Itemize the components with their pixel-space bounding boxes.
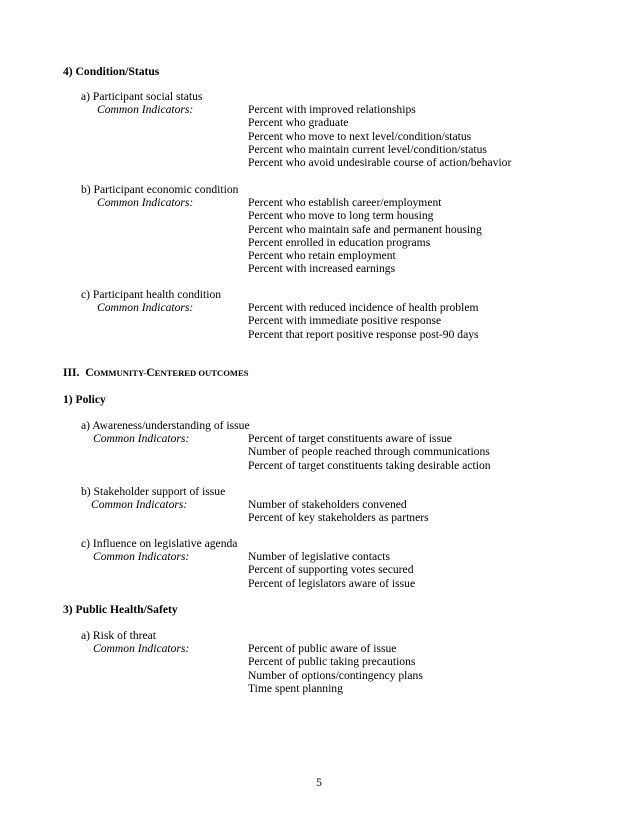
title-smallcaps: OMMUNITY- xyxy=(93,368,147,378)
section-heading-public-health-safety: 3) Public Health/Safety xyxy=(63,603,178,616)
item-label-awareness: a) Awareness/understanding of issue xyxy=(81,419,250,432)
page-number: 5 xyxy=(316,776,322,789)
indicator-item: Number of people reached through communications xyxy=(248,445,490,459)
section-numeral: III. xyxy=(63,366,80,379)
common-indicators-label: Common Indicators: xyxy=(93,550,190,563)
section-title-community-centered-outcomes xyxy=(63,366,249,380)
indicator-item: Percent of target constituents taking desirable action xyxy=(248,458,491,472)
item-label-social-status: a) Participant social status xyxy=(81,90,203,103)
common-indicators-label: Common Indicators: xyxy=(97,196,194,209)
indicator-item: Percent of public taking precautions xyxy=(248,655,416,669)
indicator-list xyxy=(248,550,415,590)
indicator-item: Percent who establish career/employment xyxy=(248,196,442,209)
indicator-item: Percent with improved relationships xyxy=(248,103,416,116)
title-initial: C xyxy=(85,366,94,379)
indicator-item: Percent who move to long term housing xyxy=(248,209,434,223)
indicator-item: Percent who avoid undesirable course of action/behavior xyxy=(248,156,512,170)
indicator-item: Time spent planning xyxy=(248,681,343,695)
common-indicators-label: Common Indicators: xyxy=(91,498,188,511)
indicator-item: Percent who maintain safe and permanent housing xyxy=(248,222,482,236)
indicator-item: Percent enrolled in education programs xyxy=(248,235,431,249)
indicator-item: Percent of public aware of issue xyxy=(248,642,397,655)
item-label-legislative-agenda: c) Influence on legislative agenda xyxy=(81,537,238,550)
indicator-list xyxy=(248,498,429,525)
indicator-item: Percent who retain employment xyxy=(248,249,396,263)
indicator-list xyxy=(248,103,511,169)
indicator-list xyxy=(248,196,482,276)
indicator-list xyxy=(248,642,423,695)
indicator-item: Percent who maintain current level/condition/status xyxy=(248,142,487,156)
indicator-item: Number of legislative contacts xyxy=(248,550,390,563)
common-indicators-label: Common Indicators: xyxy=(93,642,190,655)
item-label-stakeholder-support: b) Stakeholder support of issue xyxy=(81,485,226,498)
section-heading-condition-status: 4) Condition/Status xyxy=(63,65,160,78)
item-label-economic-condition: b) Participant economic condition xyxy=(81,183,239,196)
common-indicators-label: Common Indicators: xyxy=(93,432,190,445)
indicator-item: Percent that report positive response post-90 days xyxy=(248,327,479,341)
indicator-list xyxy=(248,301,479,341)
indicator-item: Percent who graduate xyxy=(248,116,349,130)
indicator-item: Number of options/contingency plans xyxy=(248,668,423,682)
item-label-health-condition: c) Participant health condition xyxy=(81,288,222,301)
indicator-list xyxy=(248,432,491,472)
indicator-item: Percent of key stakeholders as partners xyxy=(248,511,429,525)
indicator-item: Percent with increased earnings xyxy=(248,262,396,276)
indicator-item: Percent of target constituents aware of issue xyxy=(248,432,452,445)
common-indicators-label: Common Indicators: xyxy=(97,103,194,116)
indicator-item: Percent of supporting votes secured xyxy=(248,563,414,577)
section-heading-policy: 1) Policy xyxy=(63,393,106,406)
title-initial: C xyxy=(146,366,155,379)
common-indicators-label: Common Indicators: xyxy=(97,301,194,314)
indicator-item: Percent with immediate positive response xyxy=(248,314,442,328)
indicator-item: Percent who move to next level/condition/status xyxy=(248,129,472,143)
item-label-risk-of-threat: a) Risk of threat xyxy=(81,629,157,642)
indicator-item: Percent with reduced incidence of health problem xyxy=(248,301,479,314)
indicator-item: Number of stakeholders convened xyxy=(248,498,407,511)
indicator-item: Percent of legislators aware of issue xyxy=(248,576,416,590)
title-smallcaps: ENTERED OUTCOMES xyxy=(154,368,249,378)
